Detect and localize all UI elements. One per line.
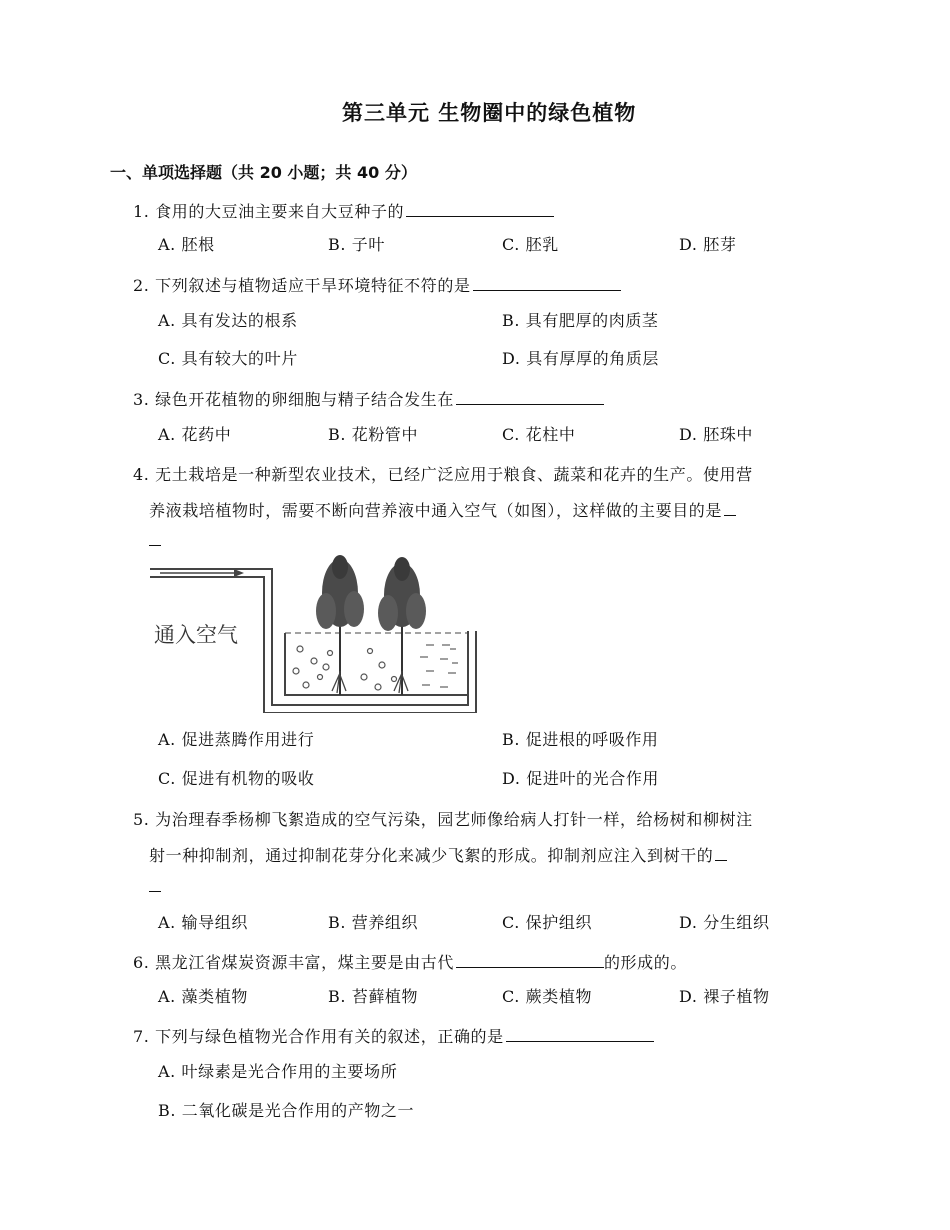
option-c[interactable]: C. 具有较大的叶片 — [158, 349, 298, 368]
option-b[interactable]: B. 营养组织 — [328, 913, 419, 932]
question-5-line-2 — [149, 843, 727, 866]
option-a[interactable]: A. 具有发达的根系 — [158, 311, 298, 330]
question-2 — [133, 273, 621, 296]
plant-right — [378, 557, 426, 695]
question-4-text: 养液栽培植物时，需要不断向营养液中通入空气（如图），这样做的主要目的是 — [149, 501, 723, 520]
answer-blank[interactable] — [473, 276, 621, 291]
answer-blank[interactable] — [715, 846, 727, 861]
question-4-line-1: 4. 无土栽培是一种新型农业技术，已经广泛应用于粮食、蔬菜和花卉的生产。使用营 — [133, 465, 753, 484]
option-c[interactable]: C. 促进有机物的吸收 — [158, 769, 315, 788]
option-b[interactable]: B. 花粉管中 — [328, 425, 419, 444]
option-d[interactable]: D. 裸子植物 — [679, 987, 770, 1006]
option-b[interactable]: B. 二氧化碳是光合作用的产物之一 — [158, 1101, 415, 1120]
question-6-text: 6. 黑龙江省煤炭资源丰富，煤主要是由古代 — [133, 953, 454, 972]
option-b[interactable]: B. 促进根的呼吸作用 — [502, 730, 659, 749]
option-a[interactable]: A. 胚根 — [158, 235, 215, 254]
question-5-line-1: 5. 为治理春季杨柳飞絮造成的空气污染，园艺师像给病人打针一样，给杨树和柳树注 — [133, 810, 753, 829]
option-c[interactable]: C. 花柱中 — [502, 425, 576, 444]
option-a[interactable]: A. 花药中 — [158, 425, 232, 444]
air-bubbles — [293, 646, 397, 690]
plant-left — [316, 555, 364, 695]
hydroponics-diagram — [150, 553, 478, 713]
answer-blank[interactable] — [456, 953, 604, 968]
option-d[interactable]: D. 胚珠中 — [679, 425, 754, 444]
question-7-text: 7. 下列与绿色植物光合作用有关的叙述，正确的是 — [133, 1027, 504, 1046]
answer-blank-continued[interactable] — [149, 545, 161, 546]
figure-label: 通入空气 — [154, 623, 238, 647]
question-1-text: 1. 食用的大豆油主要来自大豆种子的 — [133, 202, 405, 221]
answer-blank[interactable] — [406, 202, 554, 217]
nutrient-solution — [420, 645, 458, 687]
answer-blank[interactable] — [724, 501, 736, 516]
answer-blank[interactable] — [456, 390, 604, 405]
option-a[interactable]: A. 叶绿素是光合作用的主要场所 — [158, 1062, 398, 1081]
option-b[interactable]: B. 苔藓植物 — [328, 987, 419, 1006]
question-6-text-after: 的形成的。 — [603, 953, 687, 972]
option-d[interactable]: D. 具有厚厚的角质层 — [502, 349, 660, 368]
question-2-text: 2. 下列叙述与植物适应干旱环境特征不符的是 — [133, 276, 471, 295]
question-3 — [133, 387, 604, 410]
option-b[interactable]: B. 子叶 — [328, 235, 385, 254]
question-7 — [133, 1024, 654, 1047]
option-b[interactable]: B. 具有肥厚的肉质茎 — [502, 311, 659, 330]
option-d[interactable]: D. 胚芽 — [679, 235, 737, 254]
option-a[interactable]: A. 促进蒸腾作用进行 — [158, 730, 315, 749]
option-d[interactable]: D. 促进叶的光合作用 — [502, 769, 660, 788]
question-3-text: 3. 绿色开花植物的卵细胞与精子结合发生在 — [133, 390, 454, 409]
question-4-line-2 — [149, 498, 736, 521]
answer-blank[interactable] — [506, 1027, 654, 1042]
question-5-text: 射一种抑制剂，通过抑制花芽分化来减少飞絮的形成。抑制剂应注入到树干的 — [149, 846, 714, 865]
question-6 — [133, 950, 687, 973]
option-c[interactable]: C. 蕨类植物 — [502, 987, 593, 1006]
option-a[interactable]: A. 藻类植物 — [158, 987, 248, 1006]
option-c[interactable]: C. 保护组织 — [502, 913, 593, 932]
page-title: 第三单元 生物圈中的绿色植物 — [342, 101, 637, 125]
answer-blank-continued[interactable] — [149, 891, 161, 892]
section-heading: 一、单项选择题（共 20 小题；共 40 分） — [110, 163, 417, 182]
option-c[interactable]: C. 胚乳 — [502, 235, 559, 254]
option-a[interactable]: A. 输导组织 — [158, 913, 248, 932]
option-d[interactable]: D. 分生组织 — [679, 913, 770, 932]
question-1 — [133, 199, 554, 222]
